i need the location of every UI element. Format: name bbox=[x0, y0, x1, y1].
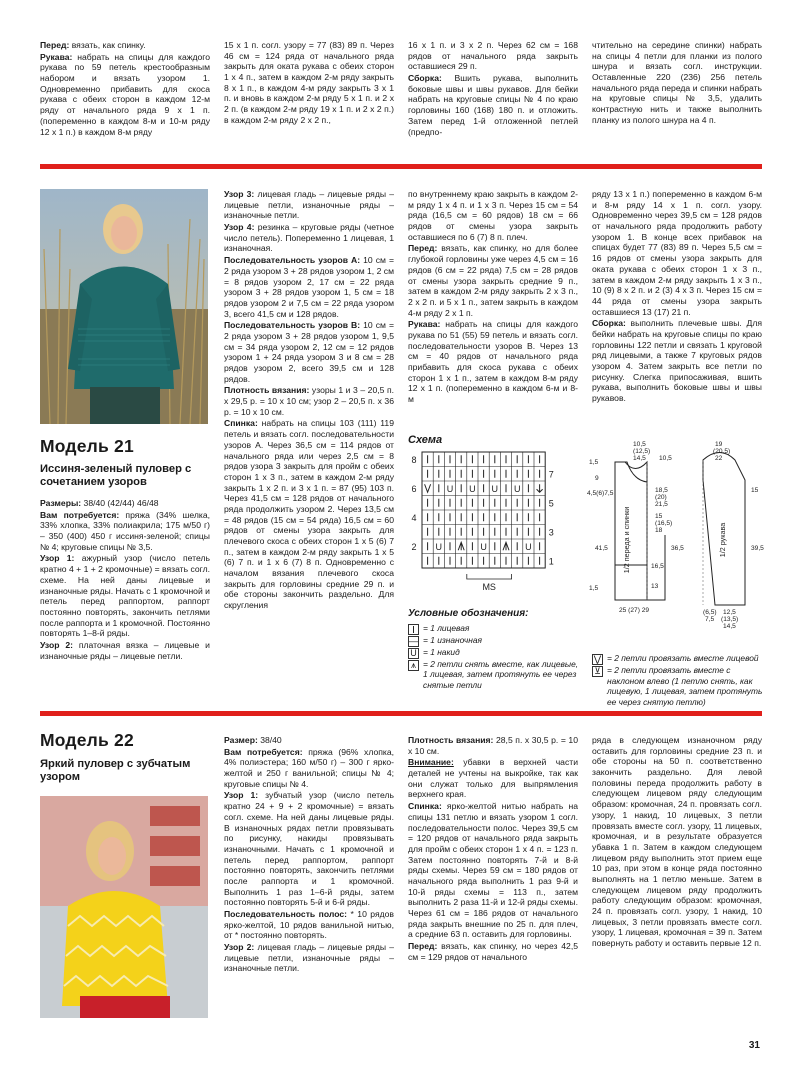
pattern-measure-label: (16,5) bbox=[655, 520, 673, 527]
scheme-cell-symbol: U bbox=[525, 541, 532, 552]
paragraph-text: набрать на спицы 103 (111) 119 петель и вязать согл. последовательности узоров А. Через 36,5 см = 114 рядов от начального ряда или через 2,5 см = 8 рядов узора 3 закрыть для пройм с обеих сторон 1 х 3 п., затем в каждом 2-м ряду закрыть 1 х 2 п. и 3 х 1 п. = 87 (95) 103 п. Через 41,5 см = 128 рядов от начального ряда продолжить узором 2. Через 13,5 см = 48 рядов (15 см = 54 ряда) 16,5 см = 60 рядов от смены узора закрыть для плечевого скоса с обеих сторон 1 х 5 (6) 7 п., затем в каждом 2-м ряду закрыть 1 х 5 (6) 7 п. и 1 х 6 (7) 8 п. Одновременно с началом вязания плечевого скоса закрыть для горловины средние 29 п. и обе стороны закончить раздельно. Для скругления bbox=[224, 418, 394, 611]
paragraph bbox=[224, 790, 394, 908]
pattern-measure-label: 7,5 bbox=[705, 616, 715, 623]
pattern-measure-label: 18 bbox=[655, 527, 663, 534]
pattern-measure-label: 16,5 bbox=[651, 563, 664, 570]
paragraph-text: 16 х 1 п. и 3 х 2 п. Через 62 см = 168 рядов от начального ряда закрыть оставшиеся 29 п. bbox=[408, 40, 578, 72]
paragraph bbox=[592, 318, 762, 404]
paragraph bbox=[40, 510, 210, 553]
paragraph-text: лицевая гладь – лицевые ряды – лицевые петли, изнаночные ряды – изнаночные петли. bbox=[224, 189, 394, 221]
paragraph-text: по внутреннему краю закрыть в каждом 2-м ряду 1 х 4 п. и 1 х 3 п. Через 15 см = 54 ряда (16,5 см = 60 рядов) 18 см = 66 рядов от смены узора закрыть оставшиеся по 6 (7) 8 п. плеч. bbox=[408, 189, 578, 242]
paragraph bbox=[408, 941, 578, 962]
scheme-row-number: 7 bbox=[548, 469, 554, 480]
paragraph-text: 10 см = 2 ряда узором 3 + 28 рядов узором 1, 9,5 см = 34 ряда узором 2, 12 см = 12 рядов узором 1 + 24 ряда узором 3 и 8 см = 28 рядов узором 2, всего 39,5 см и 128 рядов. bbox=[224, 320, 394, 384]
paragraph-lead: Последовательность узоров В: bbox=[224, 320, 361, 331]
paragraph-text: набрать на спицы для каждого рукава по 51 (55) 59 петель и вязать согл. последовательности узоров В. Через 13 см = 40 рядов от начального ряда прибавить для скоса рукава с обеих сторон 1 х 1 п., затем в каждом 8-м ряду 12 х 1 п. (попеременно в каждом 6-м и 8-м bbox=[408, 319, 578, 405]
paragraph-text: вязать, как спинку, но для более глубокой горловины уже через 4,5 см = 16 рядов (6 см = 22 ряда) 7,5 см = 28 рядов от смены узора закрыть средние 9 п., затем в каждом 2-м ряду закрыть 2 х 3 п., 2 х 2 п. и 5 х 1 п., затем закрыть в каждом 4-м ряду 2 х 1 п. bbox=[408, 243, 578, 318]
paragraph bbox=[224, 747, 394, 790]
paragraph-lead: Узор 4: bbox=[224, 222, 255, 233]
pattern-measure-label: 39,5 bbox=[751, 545, 764, 552]
pattern-measure-label: (13,5) bbox=[721, 616, 739, 623]
legend-row bbox=[592, 665, 764, 707]
scheme-row-number: 8 bbox=[411, 454, 417, 465]
pattern-measure-label: 10,5 bbox=[633, 441, 646, 448]
pattern-measure-label: 10,5 bbox=[659, 455, 672, 462]
model-22-title: Модель 22 bbox=[40, 730, 134, 750]
model-21-title: Модель 21 bbox=[40, 436, 134, 456]
cdd-symbol-icon: ⩚ bbox=[408, 660, 419, 671]
pattern-measure-label: 25 (27) 29 bbox=[619, 607, 650, 614]
page-number: 31 bbox=[748, 1040, 760, 1051]
pattern-measure-label: 14,5 bbox=[633, 455, 646, 462]
paragraph-lead: Перед: bbox=[40, 40, 70, 50]
legend-row bbox=[592, 653, 764, 665]
paragraph-lead: Рукава: bbox=[408, 319, 441, 330]
paragraph-text: набрать на спицы для каждого рукава по 59 петель крестообразным набором и вязать узором 1. Одновременно прибавить для скоса рукава с обеих сторон в каждом 12-м ряду от начального ряда 9 х 1 п. (попеременно в каждом 8-м и 10-м ряду 12 х 1 п.) в каждом 8-м ряду bbox=[40, 51, 210, 137]
m22-col-2 bbox=[408, 735, 578, 1025]
pattern-measure-label: 15 bbox=[751, 487, 759, 494]
pattern-measure-label: 18,5 bbox=[655, 487, 668, 494]
legend-2 bbox=[592, 653, 764, 707]
paragraph-text: вязать, как спинку. bbox=[69, 40, 146, 50]
model-21-photo bbox=[40, 189, 208, 424]
paragraph bbox=[224, 320, 394, 384]
section-divider-1 bbox=[40, 164, 762, 169]
paragraph-text: * 10 рядов ярко-желтой, 10 рядов ванильной нитью, от * постоянно повторять. bbox=[224, 909, 394, 941]
paragraph-text: 38/40 bbox=[257, 735, 282, 745]
top-col-4: чтительно на середине спинки) набрать на спицы 4 петли для планки из полого шнура и вязать согл. инструкции. Оставленные 220 (236) 256 петель начального ряда переда и спинки набрать на круговые спицы № 3,5, удалить контрастную нить и также выполнить планку из полого шнура на 4 п. bbox=[592, 40, 762, 125]
model-22-photo bbox=[40, 796, 208, 1018]
scheme-title: Схема bbox=[408, 434, 443, 446]
paragraph-lead: Узор 2: bbox=[40, 639, 73, 650]
model-22-subtitle: Яркий пуловер с зубчатым узором bbox=[40, 758, 191, 784]
model-21-subtitle: Иссиня-зеленый пуловер с сочетанием узоров bbox=[40, 463, 192, 489]
legend-row bbox=[408, 623, 583, 635]
pattern-measure-label: 12,5 bbox=[723, 609, 736, 616]
paragraph-lead: Узор 2: bbox=[224, 942, 255, 953]
top-col-1 bbox=[40, 40, 210, 158]
paragraph-text: ярко-желтой нитью набрать на спицы 131 петлю и вязать узором 1 согл. последовательности полос. Через 39,5 см = 120 рядов от начального ряда закрыть для пройм с обеих сторон 1 х 4 п. = 123 п. Затем постоянно повторять 7-й и 8-й ряды схемы. Через 59 см = 180 рядов от начального ряда выполнить 1 раз 9-й и 10-й ряды схемы = 113 п., затем выполнить 2 раза 11-й и 12-й ряды схемы. Через 61 см = 186 рядов от начального ряда закрыть внешние по 25 п. для плеч, а средние 63 п. оставить для горловины. bbox=[408, 801, 578, 940]
scheme-row-number: 2 bbox=[411, 541, 417, 552]
paragraph-lead: Узор 1: bbox=[40, 553, 75, 564]
paragraph-lead: Плотность вязания: bbox=[224, 385, 310, 396]
scheme-row-number: 5 bbox=[548, 498, 554, 509]
paragraph-text: платочная вязка – лицевые и изнаночные ряды – лицевые петли. bbox=[40, 639, 210, 661]
pattern-measure-label: 22 bbox=[715, 455, 723, 462]
legend-row bbox=[408, 659, 583, 691]
pattern-drawing bbox=[585, 440, 765, 630]
pattern-measure-label: 13 bbox=[651, 583, 659, 590]
paragraph-lead: Вам потребуется: bbox=[224, 746, 303, 757]
legend-text: = 2 петли провязать вместе с наклоном влево (1 петлю снять, как лицевую, 1 лицевая, затем протянуть ее через снятую петлю) bbox=[607, 665, 763, 707]
paragraph-lead: Рукава: bbox=[40, 51, 73, 62]
pattern-measure-label: (6,5) bbox=[703, 609, 717, 616]
paragraph-text: ажурный узор (число петель кратно 4 + 1 + 2 кромочные) = вязать согл. схеме. На ней даны лицевые и изнаночные ряды. Начать с 1 кромочной и петель перед раппортом, раппорт постоянно повторять, закончить петлями после раппорта и 1 кромочной. Постоянно повторять 1–8-й ряды. bbox=[40, 553, 210, 639]
paragraph-text: 38/40 (42/44) 46/48 bbox=[81, 498, 159, 508]
top-col-2: 15 х 1 п. согл. узору = 77 (83) 89 п. Через 46 см = 124 ряда от начального ряда закрыть для оката рукава с обеих сторон 1 х 4 п., затем в каждом 2-м ряду закрыть 8 х 1 п., в каждом 4-м ряду закрыть 3 х 1 п. и вновь в каждом 2-м ряду 5 х 1 п. и 2 х 2 п. (в каждом 2-м ряду 19 х 1 п. и 2 х 2 п.) в каждом 2-м ряду 2 х 2 п., bbox=[224, 40, 394, 125]
paragraph bbox=[408, 40, 578, 72]
legend-text: = 2 петли провязать вместе лицевой bbox=[607, 653, 759, 663]
paragraph-lead: Плотность вязания: bbox=[408, 735, 494, 745]
m21-col-1 bbox=[40, 498, 210, 703]
knit-symbol-icon: — bbox=[409, 635, 418, 646]
paragraph-lead: Внимание: bbox=[408, 757, 454, 768]
paragraph bbox=[40, 553, 210, 639]
legend-1 bbox=[408, 608, 583, 690]
purl-symbol-icon bbox=[408, 624, 419, 635]
paragraph bbox=[408, 73, 578, 137]
paragraph-lead: Перед: bbox=[408, 941, 438, 952]
legend-title: Условные обозначения: bbox=[408, 608, 529, 619]
paragraph bbox=[224, 909, 394, 941]
pattern-measure-label: 9 bbox=[595, 475, 599, 482]
scheme-cell-symbol: U bbox=[435, 541, 443, 552]
scheme-row-number: 3 bbox=[548, 527, 554, 538]
pattern-measure-label: 19 bbox=[715, 441, 723, 448]
paragraph-lead: Узор 3: bbox=[224, 189, 255, 199]
paragraph bbox=[408, 319, 578, 405]
ssk-symbol-icon: ⊻ bbox=[592, 666, 603, 677]
paragraph bbox=[224, 189, 394, 221]
pattern-measure-label: (20) bbox=[655, 494, 667, 501]
m22-col-3: ряда в следующем изнаночном ряду оставить для горловины средние 23 п. и обе стороны на 50 п. соответственно закончить раздельно. Для левой половины переда продолжить работу в следующем лицевом ряду следующим образом: кромочная, 24 п. провязать согл. узору, 1 накид, 10 лицевых, 3 петли провязать вместе согл. узору, 11 лицевых, кромочная, и в результате образуется убавка 1 п. Затем в каждом следующем лицевом ряду выполнить этот прием еще 10 раз, при этом в конце ряда постоянно выполнять на 1 петлю меньше. Затем в следующем лицевом ряду продолжить работу следующим образом: кромочная, 24 п. провязать согл. узору, 1 накид, 10 лицевых, 3 петли провязать вместе согл. узору, 1 лицевая, кромочная = 39 п. Затем повернуть работу и оставить первые 12 п. bbox=[592, 735, 762, 949]
paragraph-text: лицевая гладь – лицевые ряды – лицевые петли, изнаночные ряды – изнаночные петли. bbox=[224, 942, 394, 974]
paragraph bbox=[224, 385, 394, 417]
pattern-measure-label: 15 bbox=[655, 513, 663, 520]
paragraph-lead: Узор 1: bbox=[224, 790, 259, 801]
sleeve-label: 1/2 рукава bbox=[718, 522, 727, 558]
paragraph-text: ряду 13 х 1 п.) попеременно в каждом 6-м и 8-м ряду 14 х 1 п. согл. узору. Одновременно через 39,5 см = 128 рядов от начального ряда продолжить работу узором 1. В конце всех прибавок на спицах будет 77 (83) 89 п. Через 5,5 см = 16 рядов от смены узора закрыть для оката рукава с обеих сторон 1 х 3 п., затем в каждом 2-м ряду закрыть 1 х 3 п., 10 (9) 8 х 2 п. и 2 (3) 4 х 3 п. Через 15 см = 44 ряда от смены узора закрыть оставшиеся 13 (17) 21 п. bbox=[592, 189, 762, 317]
legend-text: = 2 петли снять вместе, как лицевые, 1 лицевая, затем протянуть ее через снятые петли bbox=[423, 658, 579, 690]
m22-col-1 bbox=[224, 735, 394, 1025]
pattern-measure-label: 36,5 bbox=[671, 545, 684, 552]
legend-row bbox=[408, 635, 583, 647]
paragraph-lead: Последовательность полос: bbox=[224, 909, 348, 919]
scheme-cell-symbol: U bbox=[469, 483, 476, 494]
scheme-row-number: 6 bbox=[411, 483, 417, 494]
legend-text: = 1 изнаночная bbox=[423, 634, 482, 645]
pattern-measure-label: 4,5(6)7,5 bbox=[587, 490, 614, 497]
scheme-row-number: 4 bbox=[411, 512, 417, 523]
paragraph bbox=[592, 189, 762, 317]
paragraph bbox=[224, 735, 394, 746]
paragraph-lead: Последовательность узоров А: bbox=[224, 255, 361, 266]
paragraph-text: пряжа (34% шелка, 33% хлопка, 33% полиакрила; 175 м/50 г) – 350 (400) 450 г иссиня-зеленой; спицы № 4; круговые спицы № 3,5. bbox=[40, 509, 210, 552]
paragraph bbox=[224, 418, 394, 610]
paragraph-text: пряжа (96% хлопка, 4% полиэстера; 160 м/50 г) – 300 г ярко-желтой и 250 г ванильной; спицы № 4; круговые спицы № 4. bbox=[224, 746, 394, 789]
paragraph-text: выполнить плечевые швы. Для бейки набрать на круговые спицы по краю горловины 122 петли и связать 1 круговой ряд лицевыми, а также 7 круговых рядов узором 4. Затем закрыть все петли по рисунку. Слегка припосаживая, вшить рукава, выполнить боковые швы и швы рукавов. bbox=[592, 318, 762, 404]
paragraph bbox=[40, 52, 210, 138]
paragraph-lead: Размер: bbox=[224, 735, 258, 745]
paragraph bbox=[224, 255, 394, 319]
m21-col-3 bbox=[408, 189, 578, 429]
paragraph-text: вязать, как спинку, но через 42,5 см = 129 рядов от начального bbox=[408, 941, 578, 962]
legend-text: = 1 накид bbox=[423, 646, 460, 657]
paragraph bbox=[224, 942, 394, 974]
scheme-chart bbox=[408, 446, 568, 606]
paragraph-text: 10 см = 2 ряда узором 3 + 28 рядов узором 1, 2 см = 8 рядов узором 2, 17 см = 22 ряда узором 3 + 28 рядов узором 1, 5 см = 18 рядов узором 2 и 7,5 см = 22 ряда узором 3, всего 41,5 см и 128 рядов. bbox=[224, 255, 394, 319]
paragraph-lead: Спинка: bbox=[224, 418, 258, 429]
paragraph bbox=[408, 757, 578, 800]
pattern-measure-label: 1,5 bbox=[589, 585, 599, 592]
scheme-cell-symbol: U bbox=[480, 541, 487, 552]
scheme-cell-symbol: U bbox=[491, 483, 499, 494]
yo-symbol-icon: U bbox=[408, 648, 419, 659]
scheme-row-number: 1 bbox=[548, 556, 554, 567]
paragraph bbox=[408, 243, 578, 318]
m21-col-2 bbox=[224, 189, 394, 703]
paragraph-text: резинка – круговые ряды (четное число петель). Попеременно 1 лицевая, 1 изнаночная. bbox=[224, 222, 394, 254]
legend-row bbox=[408, 647, 583, 659]
paragraph-lead: Вам потребуется: bbox=[40, 509, 120, 520]
scheme-cell-symbol: U bbox=[513, 483, 521, 494]
paragraph-lead: Перед: bbox=[408, 243, 438, 254]
paragraph bbox=[408, 189, 578, 242]
paragraph-text: зубчатый узор (число петель кратно 24 + 9 + 2 кромочные) = вязать согл. схеме. На ней даны лицевые ряды. В изнаночных рядах петли провязывать по рисунку, накиды провязывать изнаночными. Начать с 1 кромочной и петель перед раппортом, раппорт постоянно повторять, закончить петлями после раппорта и 1 кромочной. Выполнить 1 раз 1–6-й ряды, затем постоянно повторять 5-й и 6-й ряды. bbox=[224, 790, 394, 908]
top-col-3 bbox=[408, 40, 578, 158]
paragraph bbox=[40, 498, 210, 509]
front-label: 1/2 переда и спинки bbox=[622, 506, 631, 574]
paragraph bbox=[408, 735, 578, 756]
scheme-rapport-label: MS bbox=[482, 582, 496, 592]
paragraph-lead: Сборка: bbox=[592, 318, 626, 329]
paragraph bbox=[40, 640, 210, 661]
paragraph-lead: Размеры: bbox=[40, 498, 82, 508]
paragraph bbox=[408, 801, 578, 940]
pattern-measure-label: 1,5 bbox=[589, 459, 599, 466]
paragraph bbox=[40, 40, 210, 51]
pattern-measure-label: 14,5 bbox=[723, 623, 736, 630]
paragraph-lead: Сборка: bbox=[408, 73, 442, 84]
legend-text: = 1 лицевая bbox=[423, 622, 470, 633]
pattern-measure-label: 41,5 bbox=[595, 545, 608, 552]
pattern-measure-label: 21,5 bbox=[655, 501, 668, 508]
paragraph-lead: Спинка: bbox=[408, 801, 442, 812]
paragraph-text: 28,5 п. х 30,5 р. = 10 х 10 см. bbox=[408, 735, 578, 756]
scheme-cell-symbol: U bbox=[446, 483, 454, 494]
paragraph-text: Вшить рукава, выполнить боковые швы и швы рукавов. Для бейки набрать на круговые спицы № 4 по краю горловины 160 (168) 180 п. и отложить. Затем перед 1-й отложенной петлей (предпо- bbox=[408, 73, 578, 137]
paragraph bbox=[224, 222, 394, 254]
m21-col-4 bbox=[592, 189, 762, 429]
paragraph-text: убавки в верхней части деталей не учтены на выкройке, так как они служат только для выпрямления верхнего края. bbox=[408, 757, 578, 800]
paragraph-text: узоры 1 и 3 – 20,5 п. х 29,5 р. = 10 х 10 см; узор 2 – 20,5 п. х 36 р. = 10 х 10 см. bbox=[224, 385, 394, 417]
k2tog-symbol-icon: ⋁ bbox=[593, 654, 602, 664]
pattern-measure-label: (20,5) bbox=[713, 448, 731, 455]
section-divider-2 bbox=[40, 711, 762, 716]
pattern-measure-label: (12,5) bbox=[633, 448, 651, 455]
